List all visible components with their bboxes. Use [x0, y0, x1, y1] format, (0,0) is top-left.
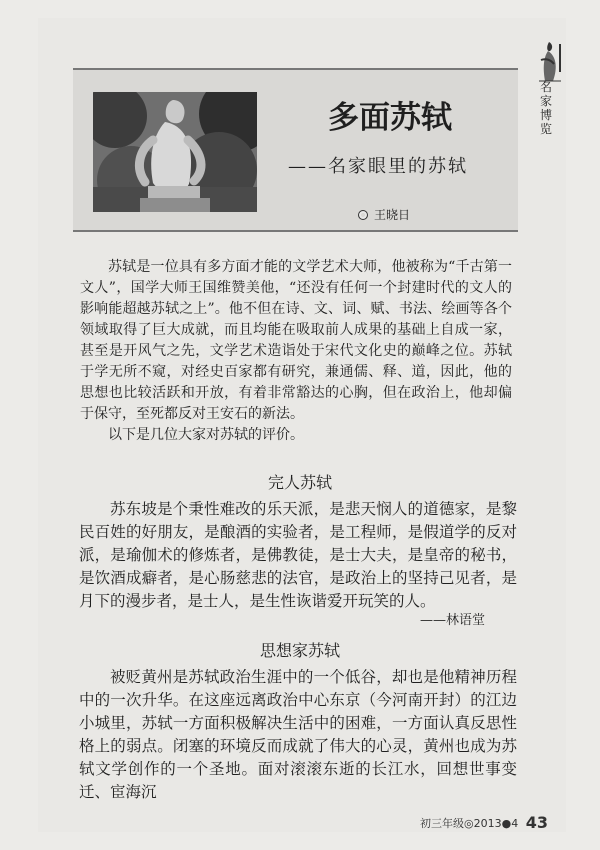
section-title: 完人苏轼: [267, 473, 332, 492]
page-number: 43: [525, 813, 548, 832]
article-title: 多面苏轼: [328, 100, 452, 136]
author-name: 王晓日: [358, 206, 410, 223]
intro-paragraph: 苏轼是一位具有多方面才能的文学艺术大师，他被称为“千古第一文人”，国学大师王国维赞美他，“还没有任何一个封建时代的文人的影响能超越苏轼之上”。他不但在诗、文、词、赋、书法、绘画等各个领域取得了巨大成就，而且均能在吸取前人成果的基础上自成一家，甚至是开风气之先，文学艺术造诣处于宋代文化史的巅峰之位。苏轼于学无所不窥，对经史百家都有研究，兼通儒、释、道，因此，他的思想也比较活跃和开放，有着非常豁达的心胸，但在政治上，他却偏于保守，至死都反对王安石的新法。: [80, 259, 512, 422]
intro-paragraph: 以下是几位大家对苏轼的评价。: [108, 427, 304, 443]
section-text: [79, 666, 517, 804]
section-text: [79, 498, 517, 613]
section-paragraph: 被贬黄州是苏轼政治生涯中的一个低谷，却也是他精神历程中的一次升华。在这座远离政治中心东京（今河南开封）的江边小城里，苏轼一方面积极解决生活中的困难，一方面认真反思性格上的弱点。闭塞的环境反而成就了伟大的心灵，黄州也成为苏轼文学创作的一个圣地。面对滚滚东逝的长江水，回想世事变迁、宦海沉: [79, 668, 517, 801]
issue-info: 初三年级◎2013●4: [420, 817, 519, 830]
side-label: 名家博览: [539, 80, 552, 136]
section-title: 思想家苏轼: [259, 641, 340, 660]
ink-figure-icon: [536, 38, 564, 86]
section-paragraph: 苏东坡是个秉性难改的乐天派，是悲天悯人的道德家，是黎民百姓的好朋友，是酿酒的实验者，是工程师，是假道学的反对派，是瑜伽术的修炼者，是佛教徒，是士大夫，是皇帝的秘书，是饮酒成癖者，是心肠慈悲的法官，是政治上的坚持己见者，是月下的漫步者，是士人，是生性诙谐爱开玩笑的人。: [79, 500, 517, 610]
statue-photo: [93, 92, 257, 212]
introduction: [80, 257, 512, 446]
article-subtitle: ——名家眼里的苏轼: [288, 156, 468, 177]
article-header: [73, 68, 518, 232]
quote-attribution: ——林语堂: [420, 613, 486, 628]
statue-photo-art: [93, 92, 257, 212]
page-footer: [420, 812, 548, 831]
